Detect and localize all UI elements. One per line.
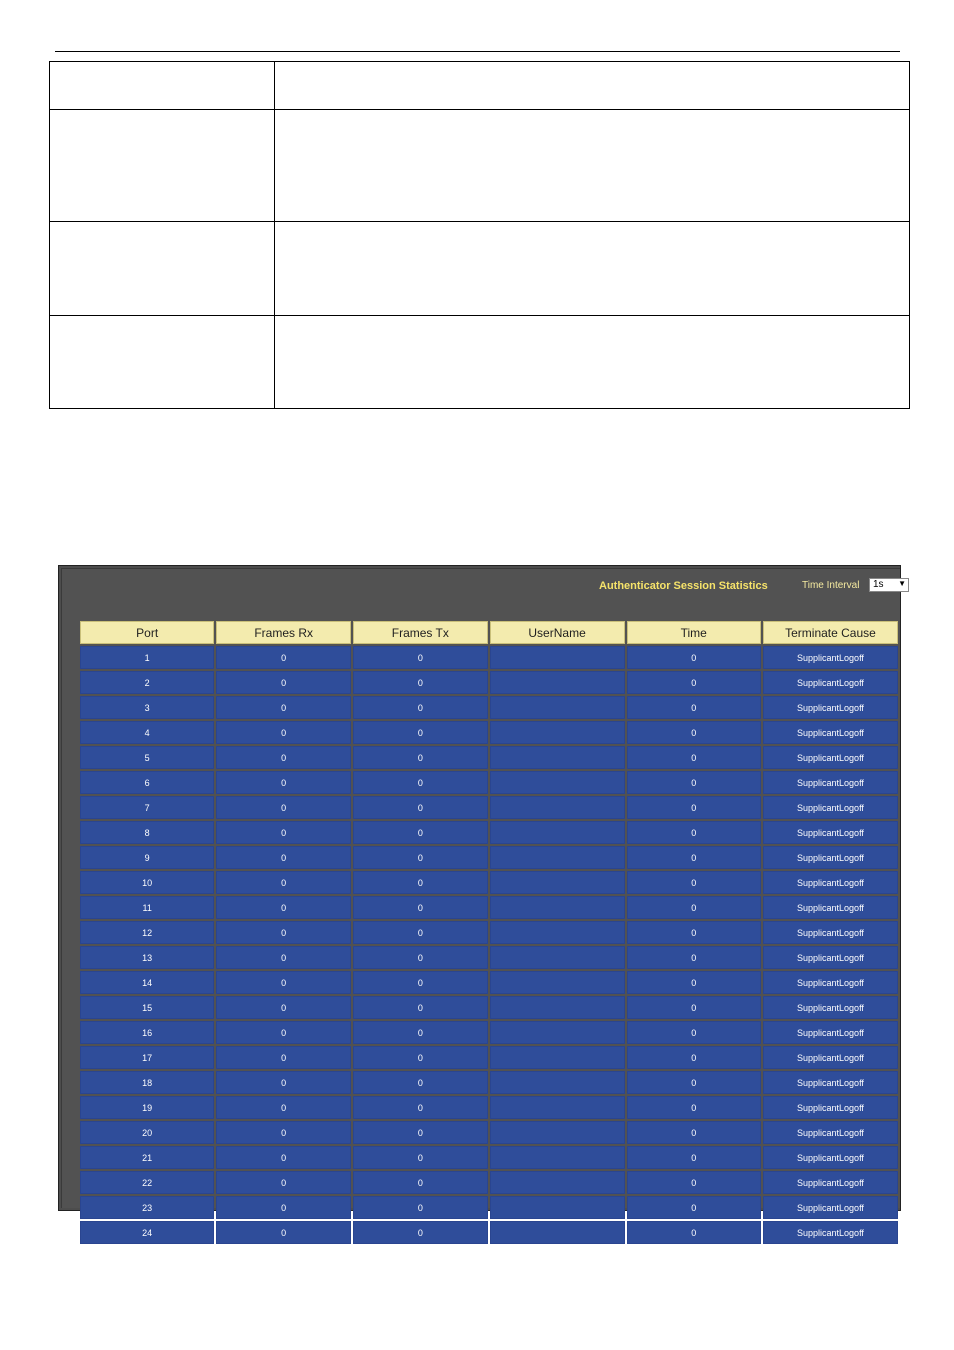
table-header-row: [80, 621, 898, 644]
frames-tx-cell: 0: [353, 1021, 488, 1044]
time-cell: 0: [627, 1196, 761, 1219]
frames-tx-cell: 0: [353, 1046, 488, 1069]
frames-tx-cell: 0: [353, 921, 488, 944]
frames-rx-cell: 0: [216, 896, 351, 919]
username-cell: [490, 671, 625, 694]
username-cell: [490, 1021, 625, 1044]
frames-rx-cell: 0: [216, 1096, 351, 1119]
port-cell: 21: [80, 1146, 214, 1169]
terminate-cause-cell: SupplicantLogoff: [763, 721, 898, 744]
time-cell: 0: [627, 946, 761, 969]
frames-rx-cell: 0: [216, 771, 351, 794]
port-cell: 3: [80, 696, 214, 719]
table-row: [80, 1071, 898, 1094]
doc-table-cell: [275, 222, 910, 316]
terminate-cause-cell: SupplicantLogoff: [763, 996, 898, 1019]
terminate-cause-cell: SupplicantLogoff: [763, 1146, 898, 1169]
frames-rx-cell: 0: [216, 946, 351, 969]
username-cell: [490, 846, 625, 869]
port-cell: 12: [80, 921, 214, 944]
port-cell: 17: [80, 1046, 214, 1069]
frames-tx-cell: 0: [353, 1171, 488, 1194]
time-cell: 0: [627, 896, 761, 919]
session-stats-table: [78, 619, 900, 1246]
port-cell: 20: [80, 1121, 214, 1144]
terminate-cause-cell: SupplicantLogoff: [763, 1021, 898, 1044]
frames-tx-cell: 0: [353, 996, 488, 1019]
table-row: [80, 846, 898, 869]
terminate-cause-cell: SupplicantLogoff: [763, 1221, 898, 1244]
frames-rx-cell: 0: [216, 1196, 351, 1219]
port-cell: 9: [80, 846, 214, 869]
frames-rx-cell: 0: [216, 846, 351, 869]
frames-rx-cell: 0: [216, 1146, 351, 1169]
username-cell: [490, 721, 625, 744]
frames-tx-cell: 0: [353, 871, 488, 894]
authenticator-session-statistics-screenshot: [58, 565, 906, 1238]
terminate-cause-cell: SupplicantLogoff: [763, 1171, 898, 1194]
terminate-cause-cell: SupplicantLogoff: [763, 896, 898, 919]
time-cell: 0: [627, 1071, 761, 1094]
frames-tx-cell: 0: [353, 821, 488, 844]
column-header-frames-tx: Frames Tx: [353, 621, 488, 644]
frames-rx-cell: 0: [216, 821, 351, 844]
table-row: [80, 746, 898, 769]
table-row: [80, 1021, 898, 1044]
username-cell: [490, 1071, 625, 1094]
doc-table-row: [50, 62, 910, 110]
frames-rx-cell: 0: [216, 971, 351, 994]
column-header-time: Time: [627, 621, 761, 644]
doc-table-cell: [50, 62, 275, 110]
doc-table-cell: [275, 316, 910, 409]
time-cell: 0: [627, 746, 761, 769]
frames-tx-cell: 0: [353, 696, 488, 719]
frames-rx-cell: 0: [216, 671, 351, 694]
table-row: [80, 971, 898, 994]
terminate-cause-cell: SupplicantLogoff: [763, 1046, 898, 1069]
table-row: [80, 646, 898, 669]
terminate-cause-cell: SupplicantLogoff: [763, 646, 898, 669]
stats-panel: [61, 568, 906, 1238]
time-cell: 0: [627, 1096, 761, 1119]
username-cell: [490, 1046, 625, 1069]
username-cell: [490, 1171, 625, 1194]
terminate-cause-cell: SupplicantLogoff: [763, 946, 898, 969]
doc-table-cell: [275, 110, 910, 222]
time-cell: 0: [627, 921, 761, 944]
terminate-cause-cell: SupplicantLogoff: [763, 1096, 898, 1119]
frames-tx-cell: 0: [353, 746, 488, 769]
doc-table-cell: [50, 316, 275, 409]
table-row: [80, 896, 898, 919]
frames-tx-cell: 0: [353, 671, 488, 694]
table-row: [80, 1046, 898, 1069]
terminate-cause-cell: SupplicantLogoff: [763, 771, 898, 794]
frames-tx-cell: 0: [353, 896, 488, 919]
frames-rx-cell: 0: [216, 1121, 351, 1144]
port-cell: 7: [80, 796, 214, 819]
frames-tx-cell: 0: [353, 1071, 488, 1094]
frames-tx-cell: 0: [353, 1096, 488, 1119]
panel-title: Authenticator Session Statistics: [599, 580, 768, 592]
time-cell: 0: [627, 846, 761, 869]
frames-rx-cell: 0: [216, 921, 351, 944]
table-row: [80, 1121, 898, 1144]
chevron-down-icon: ▼: [898, 579, 906, 588]
port-cell: 4: [80, 721, 214, 744]
table-row: [80, 1221, 898, 1244]
doc-table-cell: [50, 110, 275, 222]
time-cell: 0: [627, 1146, 761, 1169]
username-cell: [490, 996, 625, 1019]
time-cell: 0: [627, 696, 761, 719]
username-cell: [490, 1221, 625, 1244]
table-row: [80, 696, 898, 719]
frames-tx-cell: 0: [353, 971, 488, 994]
frames-rx-cell: 0: [216, 721, 351, 744]
doc-parameter-table: [49, 61, 910, 409]
port-cell: 11: [80, 896, 214, 919]
username-cell: [490, 646, 625, 669]
time-cell: 0: [627, 771, 761, 794]
frames-rx-cell: 0: [216, 696, 351, 719]
terminate-cause-cell: SupplicantLogoff: [763, 1121, 898, 1144]
port-cell: 1: [80, 646, 214, 669]
table-row: [80, 1096, 898, 1119]
username-cell: [490, 746, 625, 769]
terminate-cause-cell: SupplicantLogoff: [763, 696, 898, 719]
table-row: [80, 796, 898, 819]
terminate-cause-cell: SupplicantLogoff: [763, 746, 898, 769]
doc-table-row: [50, 316, 910, 409]
frames-rx-cell: 0: [216, 1046, 351, 1069]
frames-rx-cell: 0: [216, 796, 351, 819]
port-cell: 24: [80, 1221, 214, 1244]
port-cell: 23: [80, 1196, 214, 1219]
time-cell: 0: [627, 1021, 761, 1044]
table-row: [80, 921, 898, 944]
time-cell: 0: [627, 1046, 761, 1069]
port-cell: 18: [80, 1071, 214, 1094]
time-cell: 0: [627, 1121, 761, 1144]
port-cell: 10: [80, 871, 214, 894]
doc-table-row: [50, 110, 910, 222]
table-row: [80, 721, 898, 744]
terminate-cause-cell: SupplicantLogoff: [763, 671, 898, 694]
port-cell: 22: [80, 1171, 214, 1194]
terminate-cause-cell: SupplicantLogoff: [763, 1071, 898, 1094]
frames-rx-cell: 0: [216, 1071, 351, 1094]
table-row: [80, 871, 898, 894]
frames-tx-cell: 0: [353, 1221, 488, 1244]
username-cell: [490, 1096, 625, 1119]
username-cell: [490, 821, 625, 844]
table-row: [80, 1146, 898, 1169]
frames-tx-cell: 0: [353, 646, 488, 669]
port-cell: 13: [80, 946, 214, 969]
frames-tx-cell: 0: [353, 771, 488, 794]
terminate-cause-cell: SupplicantLogoff: [763, 821, 898, 844]
time-cell: 0: [627, 671, 761, 694]
frames-rx-cell: 0: [216, 1171, 351, 1194]
time-cell: 0: [627, 971, 761, 994]
table-row: [80, 771, 898, 794]
doc-table-cell: [275, 62, 910, 110]
time-cell: 0: [627, 721, 761, 744]
time-cell: 0: [627, 1171, 761, 1194]
port-cell: 19: [80, 1096, 214, 1119]
time-cell: 0: [627, 821, 761, 844]
username-cell: [490, 796, 625, 819]
frames-tx-cell: 0: [353, 846, 488, 869]
username-cell: [490, 871, 625, 894]
doc-table-cell: [50, 222, 275, 316]
time-cell: 0: [627, 1221, 761, 1244]
column-header-terminate-cause: Terminate Cause: [763, 621, 898, 644]
frames-tx-cell: 0: [353, 1146, 488, 1169]
terminate-cause-cell: SupplicantLogoff: [763, 971, 898, 994]
column-header-port: Port: [80, 621, 214, 644]
port-cell: 15: [80, 996, 214, 1019]
port-cell: 2: [80, 671, 214, 694]
frames-rx-cell: 0: [216, 646, 351, 669]
time-cell: 0: [627, 796, 761, 819]
port-cell: 14: [80, 971, 214, 994]
terminate-cause-cell: SupplicantLogoff: [763, 846, 898, 869]
table-body: [80, 646, 898, 1244]
port-cell: 6: [80, 771, 214, 794]
time-interval-value: 1s: [873, 579, 884, 590]
time-interval-label: Time Interval: [802, 580, 860, 591]
username-cell: [490, 696, 625, 719]
column-header-username: UserName: [490, 621, 625, 644]
terminate-cause-cell: SupplicantLogoff: [763, 796, 898, 819]
username-cell: [490, 1146, 625, 1169]
frames-tx-cell: 0: [353, 1121, 488, 1144]
page-header-rule: [55, 51, 900, 52]
username-cell: [490, 771, 625, 794]
terminate-cause-cell: SupplicantLogoff: [763, 871, 898, 894]
terminate-cause-cell: SupplicantLogoff: [763, 1196, 898, 1219]
frames-rx-cell: 0: [216, 871, 351, 894]
table-row: [80, 1171, 898, 1194]
username-cell: [490, 1196, 625, 1219]
table-row: [80, 1196, 898, 1219]
frames-rx-cell: 0: [216, 1021, 351, 1044]
table-row: [80, 821, 898, 844]
terminate-cause-cell: SupplicantLogoff: [763, 921, 898, 944]
doc-table-row: [50, 222, 910, 316]
time-cell: 0: [627, 996, 761, 1019]
frames-rx-cell: 0: [216, 996, 351, 1019]
frames-rx-cell: 0: [216, 746, 351, 769]
time-cell: 0: [627, 871, 761, 894]
port-cell: 8: [80, 821, 214, 844]
frames-tx-cell: 0: [353, 796, 488, 819]
frames-tx-cell: 0: [353, 721, 488, 744]
table-row: [80, 946, 898, 969]
port-cell: 5: [80, 746, 214, 769]
time-interval-select[interactable]: [869, 578, 909, 592]
port-cell: 16: [80, 1021, 214, 1044]
table-row: [80, 671, 898, 694]
frames-tx-cell: 0: [353, 1196, 488, 1219]
username-cell: [490, 946, 625, 969]
username-cell: [490, 971, 625, 994]
table-row: [80, 996, 898, 1019]
username-cell: [490, 1121, 625, 1144]
frames-tx-cell: 0: [353, 946, 488, 969]
time-cell: 0: [627, 646, 761, 669]
column-header-frames-rx: Frames Rx: [216, 621, 351, 644]
frames-rx-cell: 0: [216, 1221, 351, 1244]
username-cell: [490, 921, 625, 944]
username-cell: [490, 896, 625, 919]
